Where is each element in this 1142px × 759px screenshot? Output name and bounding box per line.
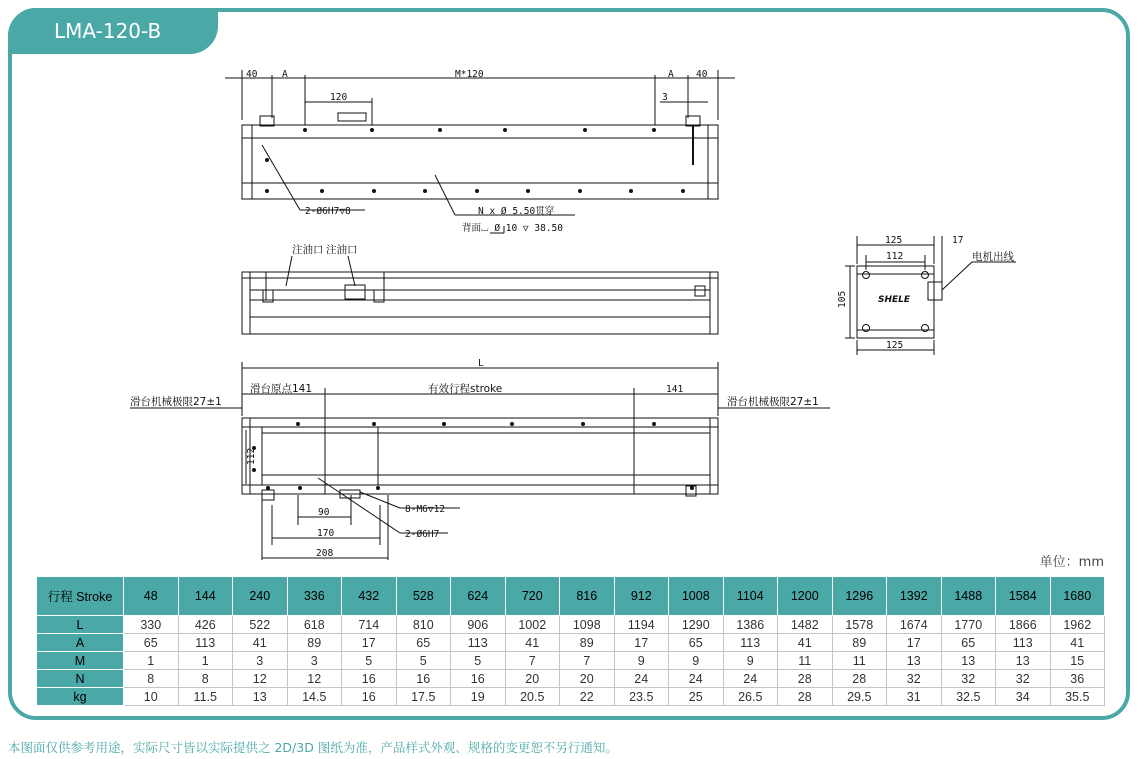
table-cell: 11 xyxy=(778,652,833,670)
table-cell: 28 xyxy=(778,688,833,706)
table-cell: 29.5 xyxy=(832,688,887,706)
model-title: LMA-120-B xyxy=(8,8,218,54)
table-cell: 65 xyxy=(396,634,451,652)
table-cell: 522 xyxy=(233,616,288,634)
label-stroke: 有效行程stroke xyxy=(428,383,503,395)
label-mech-limit-left: 滑台机械极限27±1 xyxy=(130,396,222,408)
table-row-label: A xyxy=(37,634,124,652)
dim-span: M*120 xyxy=(455,69,484,80)
table-cell: 32.5 xyxy=(941,688,996,706)
table-cell: 22 xyxy=(560,688,615,706)
table-cell: 89 xyxy=(832,634,887,652)
table-header-stroke: 336 xyxy=(287,577,342,616)
table-row-label: N xyxy=(37,670,124,688)
table-cell: 17.5 xyxy=(396,688,451,706)
table-cell: 13 xyxy=(941,652,996,670)
table-cell: 20 xyxy=(560,670,615,688)
table-cell: 113 xyxy=(723,634,778,652)
table-cell: 28 xyxy=(832,670,887,688)
table-row-label: L xyxy=(37,616,124,634)
table-cell: 15 xyxy=(1050,652,1105,670)
callout-back-face: 背面⌴ Ø 10 ▽ 38.50 xyxy=(462,223,563,234)
dim-length: L xyxy=(478,358,484,369)
bottom-view-body xyxy=(242,418,718,494)
table-cell: 17 xyxy=(342,634,397,652)
dim-left-margin: 40 xyxy=(246,69,258,80)
table-cell: 11.5 xyxy=(178,688,233,706)
table-header-stroke: 1584 xyxy=(996,577,1051,616)
table-header-stroke: 1680 xyxy=(1050,577,1105,616)
table-cell: 1770 xyxy=(941,616,996,634)
table-cell: 89 xyxy=(560,634,615,652)
table-cell: 13 xyxy=(233,688,288,706)
table-cell: 20.5 xyxy=(505,688,560,706)
table-cell: 7 xyxy=(505,652,560,670)
dim-208: 208 xyxy=(316,548,334,559)
table-cell: 17 xyxy=(614,634,669,652)
table-header-stroke: 1488 xyxy=(941,577,996,616)
table-cell: 618 xyxy=(287,616,342,634)
table-cell: 9 xyxy=(614,652,669,670)
table-cell: 3 xyxy=(287,652,342,670)
table-cell: 41 xyxy=(505,634,560,652)
table-cell: 28 xyxy=(778,670,833,688)
table-cell: 8 xyxy=(178,670,233,688)
dim-pitch: 120 xyxy=(330,92,348,103)
table-cell: 65 xyxy=(669,634,724,652)
table-cell: 25 xyxy=(669,688,724,706)
dim-right-margin: 40 xyxy=(696,69,708,80)
label-mech-limit-right: 滑台机械极限27±1 xyxy=(727,396,819,408)
dim-three: 3 xyxy=(662,92,668,103)
table-cell: 16 xyxy=(342,688,397,706)
table-header-stroke: 1104 xyxy=(723,577,778,616)
table-cell: 1866 xyxy=(996,616,1051,634)
table-cell: 1194 xyxy=(614,616,669,634)
table-cell: 65 xyxy=(124,634,179,652)
table-cell: 906 xyxy=(451,616,506,634)
top-view-body xyxy=(242,125,718,199)
table-cell: 7 xyxy=(560,652,615,670)
table-cell: 35.5 xyxy=(1050,688,1105,706)
table-header-stroke: 528 xyxy=(396,577,451,616)
label-motor-cable: 电机出线 xyxy=(972,251,1014,263)
table-cell: 32 xyxy=(996,670,1051,688)
table-cell: 1386 xyxy=(723,616,778,634)
table-cell: 113 xyxy=(178,634,233,652)
table-row xyxy=(37,688,1105,706)
table-cell: 20 xyxy=(505,670,560,688)
table-row-label: kg xyxy=(37,688,124,706)
table-cell: 1098 xyxy=(560,616,615,634)
table-cell: 1674 xyxy=(887,616,942,634)
table-header-stroke: 1008 xyxy=(669,577,724,616)
table-header-stroke: 1392 xyxy=(887,577,942,616)
table-cell: 5 xyxy=(451,652,506,670)
table-cell: 16 xyxy=(342,670,397,688)
label-origin: 滑台原点141 xyxy=(250,383,313,395)
table-cell: 5 xyxy=(396,652,451,670)
table-cell: 810 xyxy=(396,616,451,634)
dim-w125-top: 125 xyxy=(885,235,903,246)
side-view xyxy=(242,256,718,334)
table-cell: 1482 xyxy=(778,616,833,634)
table-header-label: 行程 Stroke xyxy=(37,577,124,616)
table-cell: 41 xyxy=(778,634,833,652)
table-cell: 1290 xyxy=(669,616,724,634)
table-cell: 17 xyxy=(887,634,942,652)
table-cell: 14.5 xyxy=(287,688,342,706)
table-cell: 714 xyxy=(342,616,397,634)
table-cell: 32 xyxy=(887,670,942,688)
table-header-stroke: 1200 xyxy=(778,577,833,616)
table-cell: 65 xyxy=(941,634,996,652)
dim-a-right: A xyxy=(668,69,674,80)
dim-90: 90 xyxy=(318,507,330,518)
side-view-body xyxy=(242,272,718,334)
brand-logo: SHELE xyxy=(878,295,911,305)
table-cell: 9 xyxy=(723,652,778,670)
callout-dowel: 2-Ø6H7 xyxy=(405,529,440,540)
table-cell: 10 xyxy=(124,688,179,706)
dim-w17: 17 xyxy=(952,235,964,246)
table-cell: 24 xyxy=(669,670,724,688)
dim-a-left: A xyxy=(282,69,288,80)
table-cell: 1 xyxy=(124,652,179,670)
table-cell: 32 xyxy=(941,670,996,688)
table-cell: 426 xyxy=(178,616,233,634)
table-cell: 41 xyxy=(233,634,288,652)
dim-right-141: 141 xyxy=(666,384,684,395)
label-oil-port-1: 注油口 xyxy=(292,244,324,256)
callout-through-hole: N x Ø 5.50贯穿 xyxy=(478,206,555,217)
table-row xyxy=(37,634,1105,652)
table-cell: 11 xyxy=(832,652,887,670)
dim-w112: 112 xyxy=(886,251,904,262)
table-cell: 23.5 xyxy=(614,688,669,706)
table-cell: 12 xyxy=(287,670,342,688)
table-cell: 41 xyxy=(1050,634,1105,652)
table-cell: 1578 xyxy=(832,616,887,634)
table-cell: 1002 xyxy=(505,616,560,634)
table-header-stroke: 624 xyxy=(451,577,506,616)
table-header-stroke: 912 xyxy=(614,577,669,616)
label-oil-port-2: 注油口 xyxy=(326,244,358,256)
table-row xyxy=(37,652,1105,670)
table-header-stroke: 432 xyxy=(342,577,397,616)
dim-height-112: 112 xyxy=(246,447,257,465)
table-cell: 89 xyxy=(287,634,342,652)
table-cell: 13 xyxy=(996,652,1051,670)
table-cell: 113 xyxy=(451,634,506,652)
table-header-stroke: 144 xyxy=(178,577,233,616)
table-cell: 34 xyxy=(996,688,1051,706)
table-cell: 12 xyxy=(233,670,288,688)
table-row xyxy=(37,670,1105,688)
table-cell: 9 xyxy=(669,652,724,670)
table-header-stroke: 48 xyxy=(124,577,179,616)
dim-w125-bottom: 125 xyxy=(886,340,904,351)
table-cell: 24 xyxy=(723,670,778,688)
unit-label: 单位：mm xyxy=(1039,555,1104,570)
table-header-stroke: 1296 xyxy=(832,577,887,616)
table-cell: 13 xyxy=(887,652,942,670)
table-header-row xyxy=(37,577,1105,616)
table-cell: 330 xyxy=(124,616,179,634)
callout-pin-hole: 2-Ø6H7▽8 xyxy=(305,206,351,217)
table-cell: 26.5 xyxy=(723,688,778,706)
table-header-stroke: 720 xyxy=(505,577,560,616)
table-cell: 8 xyxy=(124,670,179,688)
table-cell: 3 xyxy=(233,652,288,670)
spec-table xyxy=(36,576,1105,706)
table-cell: 19 xyxy=(451,688,506,706)
table-cell: 1 xyxy=(178,652,233,670)
table-row-label: M xyxy=(37,652,124,670)
table-cell: 31 xyxy=(887,688,942,706)
table-header-stroke: 816 xyxy=(560,577,615,616)
dim-170: 170 xyxy=(317,528,335,539)
table-cell: 113 xyxy=(996,634,1051,652)
dim-h105: 105 xyxy=(837,290,848,308)
footnote: 本图面仅供参考用途，实际尺寸皆以实际提供之 2D/3D 图纸为准，产品样式外观、规格的变更恕不另行通知。 xyxy=(8,740,618,755)
table-cell: 16 xyxy=(451,670,506,688)
table-cell: 5 xyxy=(342,652,397,670)
callout-tapped: 8-M6▽12 xyxy=(405,504,446,515)
table-row xyxy=(37,616,1105,634)
table-cell: 36 xyxy=(1050,670,1105,688)
table-header-stroke: 240 xyxy=(233,577,288,616)
table-cell: 24 xyxy=(614,670,669,688)
table-cell: 16 xyxy=(396,670,451,688)
table-cell: 1962 xyxy=(1050,616,1105,634)
